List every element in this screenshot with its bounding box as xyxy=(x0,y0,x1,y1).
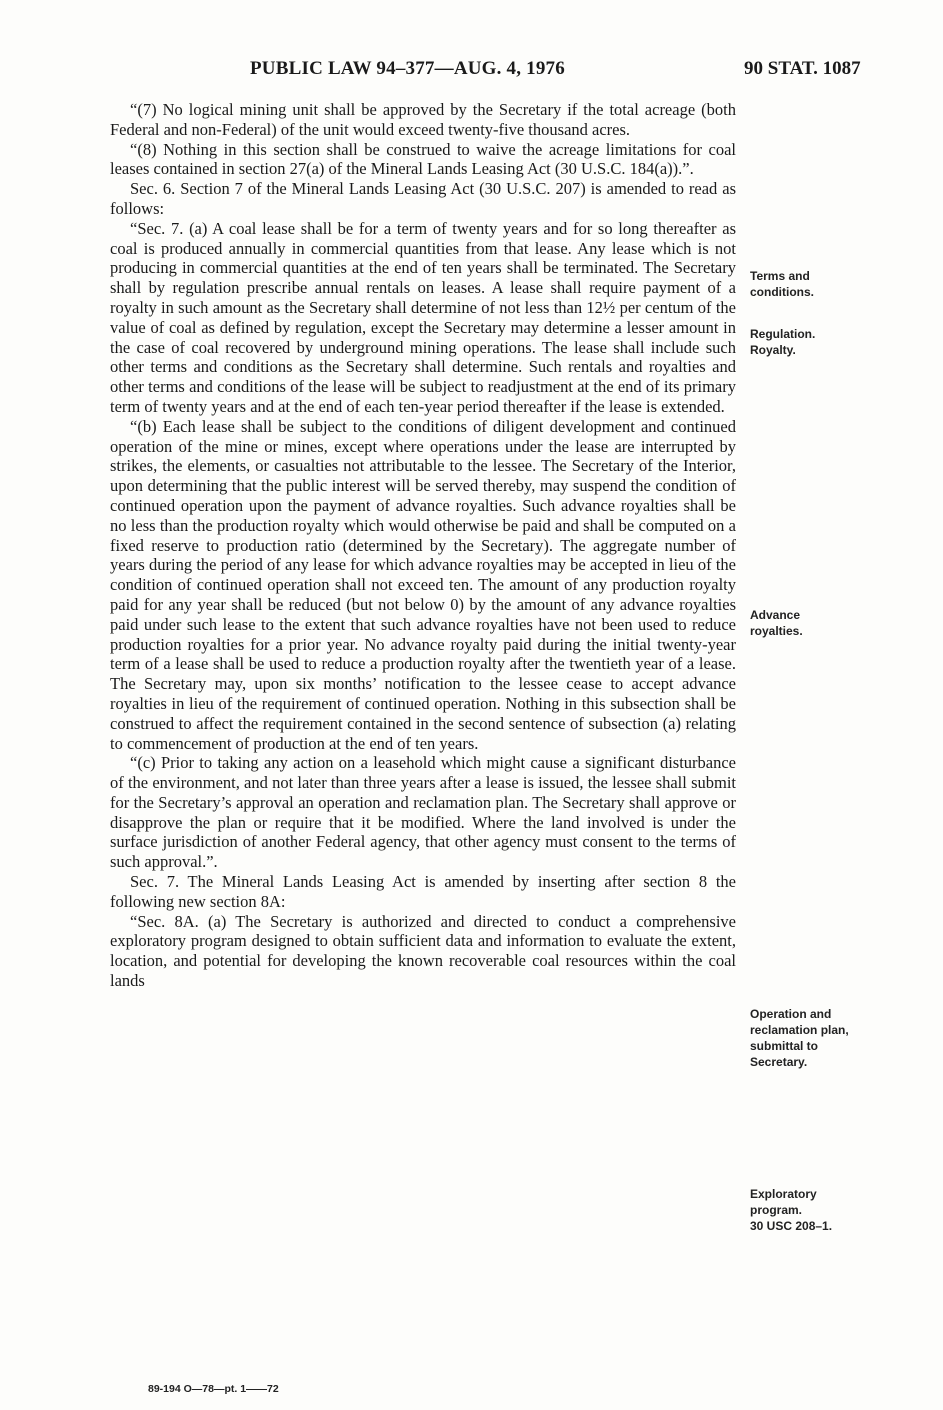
margin-note-line: Terms and xyxy=(750,269,810,283)
margin-note-line: submittal to xyxy=(750,1039,818,1053)
margin-note-exploratory xyxy=(750,1186,930,1234)
section-7a: “Sec. 7. (a) A coal lease shall be for a term of twenty years and for so long thereafter as coal is produced annually in commercial quantities from that lease. Any lease which is not producing in commercial quantities at the end of ten years shall be terminated. The Secretary shall by regulation prescribe annual rentals on leases. A lease shall require payment of a royalty in such amount as the Secretary shall determine of not less than 12½ per centum of the value of coal as defined by regulation, except the Secretary may determine a lesser amount in the case of coal recovered by underground mining operations. The lease shall include such other terms and conditions as the Secretary shall determine. Such rentals and royalties and other terms and conditions of the lease will be subject to readjustment at the end of its primary term of twenty years and at the end of each ten-year period thereafter if the lease is extended. xyxy=(110,218,736,416)
paragraph-7: “(7) No logical mining unit shall be approved by the Secretary if the total acreage (both Federal and non-Federal) of the unit would exceed twenty-five thousand acres. xyxy=(110,100,736,139)
section-7-amendment-intro: Sec. 7. The Mineral Lands Leasing Act is amended by inserting after section 8 the following new section 8A: xyxy=(110,872,736,911)
margin-note-line: Operation and xyxy=(750,1007,832,1021)
margin-note-line: reclamation plan, xyxy=(750,1023,849,1037)
footer-print-code: 89-194 O—78—pt. 1——72 xyxy=(148,1383,279,1395)
page-header-title: PUBLIC LAW 94–377—AUG. 4, 1976 xyxy=(250,58,565,79)
margin-note-terms xyxy=(750,268,930,300)
margin-note-line: program. xyxy=(750,1203,803,1217)
margin-note-line: Secretary. xyxy=(750,1055,808,1069)
section-7b: “(b) Each lease shall be subject to the conditions of diligent development and continued operation of the mine or mines, except where operations under the lease are interrupted by strikes, the elements, or casualties not attributable to the lessee. The Secretary of the Interior, upon determining that the public interest will be served thereby, may suspend the condition of continued operation upon the payment of advance royalties. Such advance royalties shall be no less than the production royalty which would otherwise be paid and shall be computed on a fixed reserve to production ratio (determined by the Secretary). The aggregate number of years during the period of any lease for which advance royalties may be accepted in lieu of the condition of continued operation shall not exceed ten. The amount of any production royalty paid for any year shall be reduced (but not below 0) by the amount of any advance royalties paid under such lease to the extent that such advance royalties have not been used to reduce production royalties for a prior year. No advance royalty paid during the initial twenty-year term of a lease shall be used to reduce a production royalty after the twentieth year of a lease. The Secretary may, upon six months’ notification to the lessee cease to accept advance royalties in lieu of the requirement of continued operation. Nothing in this subsection shall be construed to affect the requirement contained in the second sentence of subsection (a) relating to commencement of production at the end of ten years. xyxy=(110,416,736,753)
section-8a-a: “Sec. 8A. (a) The Secretary is authorized and directed to conduct a comprehensive exploratory program designed to obtain sufficient data and information to evaluate the extent, location, and potential for developing the known recoverable coal resources within the coal lands xyxy=(110,911,736,991)
margin-note-line: Advance xyxy=(750,608,801,622)
page-header-stat: 90 STAT. 1087 xyxy=(744,58,861,79)
margin-note-line: royalties. xyxy=(750,624,803,638)
margin-note-line: Exploratory xyxy=(750,1187,817,1201)
margin-note-line: Regulation. xyxy=(750,327,816,341)
margin-note-line: conditions. xyxy=(750,285,814,299)
margin-note-operation xyxy=(750,1006,930,1070)
section-7c: “(c) Prior to taking any action on a leasehold which might cause a significant disturbance of the environment, and not later than three years after a lease is issued, the lessee shall submit for the Secretary’s approval an operation and reclamation plan. The Secretary shall approve or disapprove the plan or require that it be modified. Where the land involved is under the surface jurisdiction of another Federal agency, that other agency must consent to the terms of such approval.”. xyxy=(110,753,736,872)
paragraph-8: “(8) Nothing in this section shall be construed to waive the acreage limitations for coal leases contained in section 27(a) of the Mineral Lands Leasing Act (30 U.S.C. 184(a)).”. xyxy=(110,139,736,179)
margin-note-regulation xyxy=(750,326,930,358)
statute-text xyxy=(110,100,736,991)
margin-note-line: 30 USC 208–1. xyxy=(750,1219,833,1233)
margin-note-line: Royalty. xyxy=(750,343,796,357)
margin-note-advance xyxy=(750,607,930,639)
section-6-intro: Sec. 6. Section 7 of the Mineral Lands Leasing Act (30 U.S.C. 207) is amended to read as follows: xyxy=(110,179,736,218)
